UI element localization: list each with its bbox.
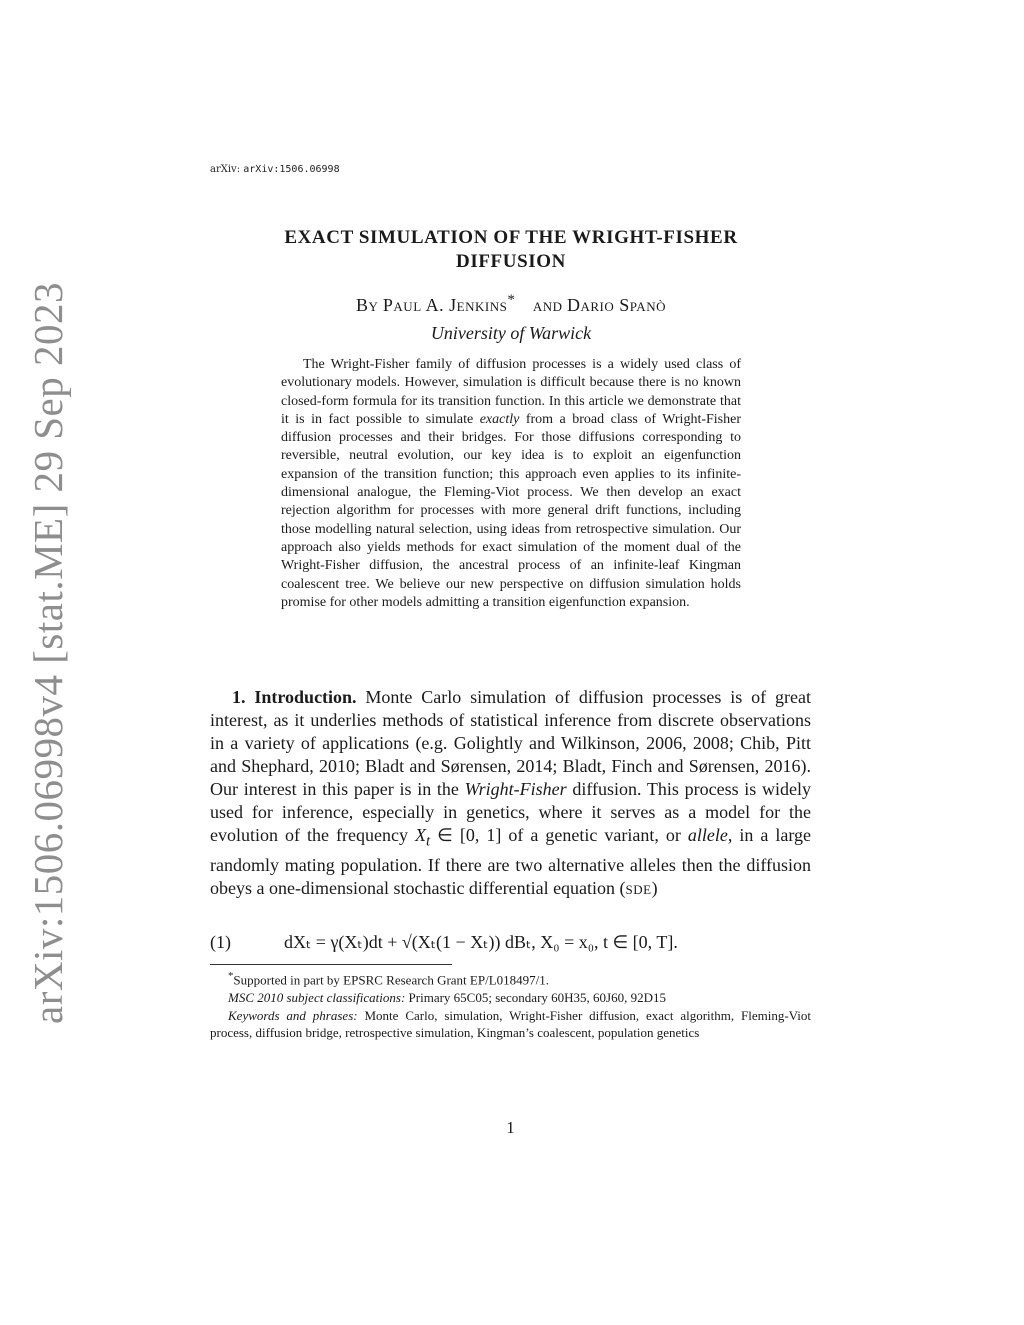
intro-xt-subscript: t bbox=[425, 833, 431, 850]
footnote-msc-label: MSC 2010 subject classifications: bbox=[228, 989, 406, 1005]
arxiv-header-prefix: arXiv: bbox=[210, 164, 241, 175]
intro-xt: X bbox=[414, 825, 426, 845]
footnote-keywords-label: Keywords and phrases: bbox=[228, 1007, 358, 1023]
intro-allele: allele bbox=[687, 825, 728, 845]
section-heading: 1. Introduction. bbox=[232, 687, 357, 707]
footnote-support-text: Supported in part by EPSRC Research Grant EP/L018497/1. bbox=[233, 972, 550, 988]
by-label: By bbox=[356, 295, 379, 315]
intro-sde: sde bbox=[625, 877, 652, 898]
page-number: 1 bbox=[506, 1118, 515, 1137]
author-1: Paul A. Jenkins bbox=[382, 295, 508, 315]
arxiv-side-stamp bbox=[18, 282, 78, 1024]
footnotes bbox=[210, 968, 811, 1042]
intro-text-4: , in a large randomly mating population. If there are two alternative alleles then the diffusion obeys a one-dimensional stochastic differential equation ( bbox=[210, 825, 811, 898]
equation-number: (1) bbox=[210, 932, 231, 952]
paper-title bbox=[210, 226, 812, 274]
author-2: Dario Spanò bbox=[566, 295, 666, 315]
footnote-keywords bbox=[210, 1007, 811, 1042]
author-line bbox=[210, 292, 812, 316]
intro-text-1: Monte Carlo simulation of diffusion processes is of great interest, as it underlies methods of statistical inference from discrete observations in a variety of applications (e.g. Golightly and Wilkinson, 2006, 2008; Chib, Pitt and Shephard, 2010; Bladt and Sørensen, 2014; Bladt, Finch and Sørensen, 2016). Our interest in this paper is in the bbox=[210, 687, 811, 799]
footnote-msc-text: Primary 65C05; secondary 60H35, 60J60, 92D15 bbox=[405, 989, 666, 1005]
arxiv-header bbox=[210, 164, 340, 175]
arxiv-side-stamp-text: arXiv:1506.06998v4 [stat.ME] 29 Sep 2023 bbox=[25, 282, 71, 1024]
intro-text-5: ) bbox=[651, 877, 658, 898]
footnote-rule bbox=[210, 964, 452, 965]
paper-title-line1: EXACT SIMULATION OF THE WRIGHT-FISHER bbox=[284, 227, 738, 248]
equation-1 bbox=[210, 930, 811, 958]
intro-text-3: ∈ [0, 1] of a genetic variant, or bbox=[430, 825, 688, 845]
footnote-msc bbox=[210, 989, 811, 1007]
footnote-support-mark: * bbox=[228, 970, 234, 982]
affiliation: University of Warwick bbox=[430, 323, 592, 343]
footnote-support bbox=[210, 968, 811, 989]
footnote-keywords-text: Monte Carlo, simulation, Wright-Fisher diffusion, exact algorithm, Fleming-Viot process, diffusion bridge, retrospective simulation, Kingman’s coalescent, population genetics bbox=[210, 1007, 812, 1041]
intro-text-2: diffusion. This process is widely used for inference, especially in genetics, where it serves as a model for the evolution of the frequency bbox=[210, 779, 811, 845]
and-label: and bbox=[532, 295, 563, 315]
paper-title-line2: DIFFUSION bbox=[456, 251, 566, 272]
abstract bbox=[281, 356, 741, 612]
abstract-part1: The Wright-Fisher family of diffusion processes is a widely used class of evolutionary models. However, simulation is difficult because there is no known closed-form formula for its transition function. In this article we demonstrate that it is in fact possible to simulate bbox=[281, 357, 741, 427]
abstract-part2: from a broad class of Wright-Fisher diffusion processes and their bridges. For those diffusions corresponding to reversible, neutral evolution, our key idea is to exploit an eigenfunction expansion of the transition function; this approach even applies to its infinite-dimensional analogue, the Fleming-Viot process. We then develop an exact rejection algorithm for processes with more general drift functions, including those modelling natural selection, using ideas from retrospective simulation. Our approach also yields methods for exact simulation of the moment dual of the Wright-Fisher diffusion, the ancestral process of an infinite-leaf Kingman coalescent tree. We believe our new perspective on diffusion simulation holds promise for other models admitting a transition eigenfunction expansion. bbox=[281, 411, 741, 610]
intro-wright-fisher: Wright-Fisher bbox=[464, 779, 567, 799]
equation-body: dXₜ = γ(Xₜ)dt + √(Xₜ(1 − Xₜ)) dBₜ, X₀ = x₀, t ∈ [0, T]. bbox=[284, 932, 678, 952]
author-1-footnote-mark: * bbox=[507, 292, 515, 308]
introduction-paragraph bbox=[210, 686, 811, 900]
arxiv-header-id: arXiv:1506.06998 bbox=[243, 164, 340, 175]
abstract-emphasis: exactly bbox=[479, 411, 520, 427]
